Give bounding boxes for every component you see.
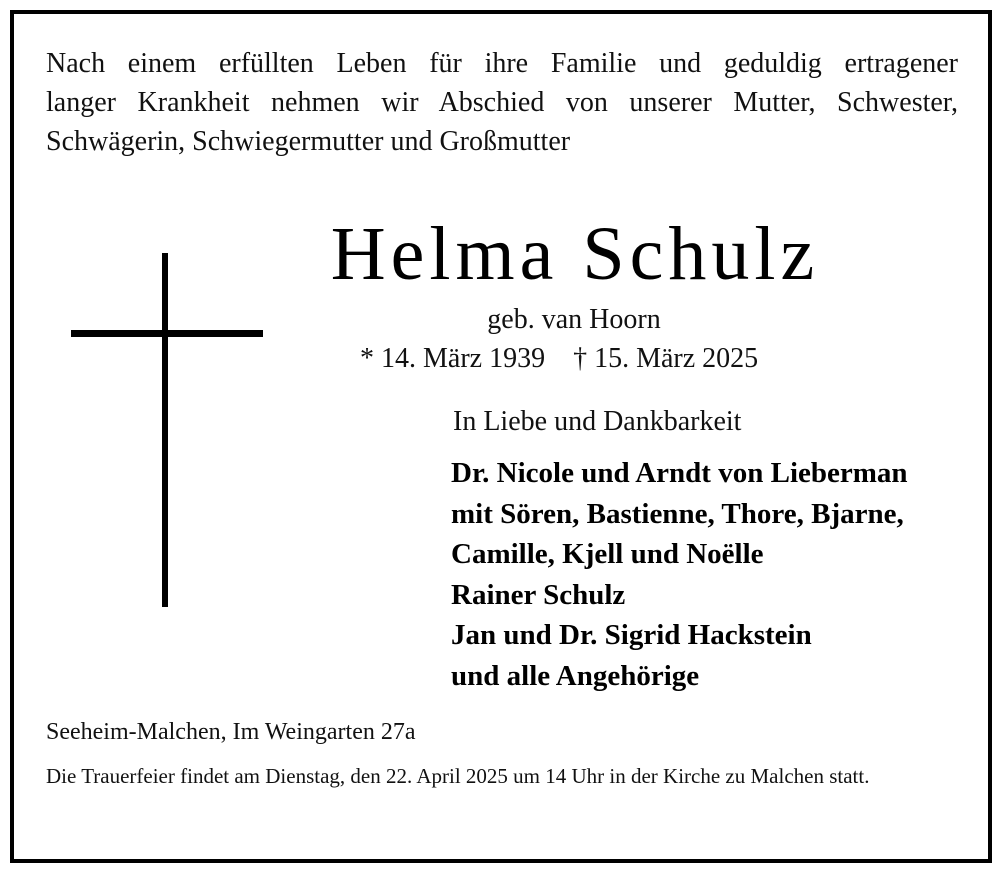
family-list: [451, 453, 908, 696]
family-line: mit Sören, Bastienne, Thore, Bjarne,: [451, 497, 904, 530]
cross-horizontal-bar: [71, 330, 263, 337]
birth-date: * 14. März 1939: [360, 343, 546, 374]
intro-line: langer Krankheit nehmen wir Abschied von unserer Mutter, Schwester,: [46, 87, 958, 118]
intro-text: [46, 44, 958, 161]
intro-line: Nach einem erfüllten Leben für ihre Familie und geduldig ertragener: [46, 48, 958, 79]
greeting: In Liebe und Dankbarkeit: [453, 406, 742, 437]
ceremony-info: Die Trauerfeier findet am Dienstag, den 22. April 2025 um 14 Uhr in der Kirche zu Malchen statt.: [46, 764, 870, 788]
death-date: † 15. März 2025: [573, 343, 759, 374]
intro-line: Schwägerin, Schwiegermutter und Großmutter: [46, 126, 571, 157]
address: Seeheim-Malchen, Im Weingarten 27a: [46, 719, 416, 745]
family-line: Jan und Dr. Sigrid Hackstein: [451, 619, 812, 651]
family-line: und alle Angehörige: [451, 659, 700, 692]
birth-name: geb. van Hoorn: [487, 304, 661, 335]
family-line: Camille, Kjell und Noëlle: [451, 538, 764, 570]
family-line: Dr. Nicole und Arndt von Lieberman: [451, 457, 908, 489]
deceased-name: Helma Schulz: [330, 212, 820, 296]
family-line: Rainer Schulz: [451, 578, 626, 611]
cross-vertical-bar: [162, 253, 168, 607]
life-dates: [360, 342, 800, 376]
